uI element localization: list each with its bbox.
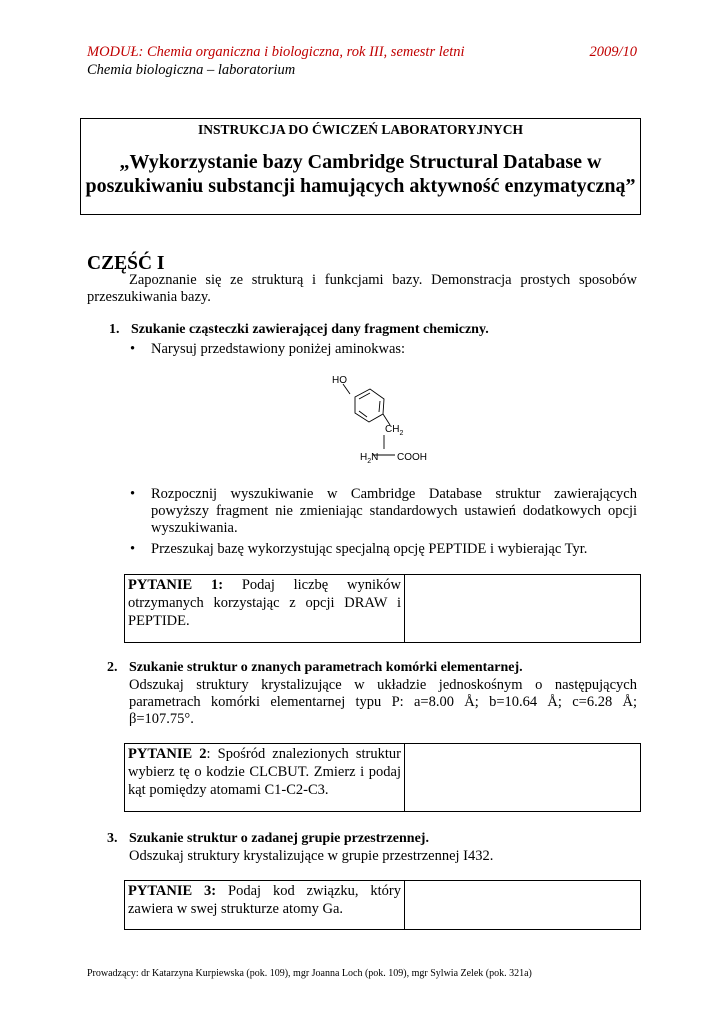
item1-bullet2	[130, 486, 637, 537]
question2-text	[125, 744, 405, 811]
question3-box	[124, 880, 641, 930]
h2n-label: $H_2N$	[360, 452, 379, 465]
instruction-heading: INSTRUKCJA DO ĆWICZEŃ LABORATORYJNYCH	[198, 122, 523, 137]
item2-heading	[107, 660, 523, 676]
item1-number: 1.	[109, 322, 120, 337]
item2-number: 2.	[107, 660, 118, 675]
item1-bullet3-text: Przeszukaj bazę wykorzystując specjalną opcję PEPTIDE i wybierając Tyr.	[151, 541, 588, 557]
question2-box	[124, 743, 641, 812]
cooh-label: COOH	[397, 452, 427, 463]
item3-heading-text: Szukanie struktur o zadanej grupie przestrzennej.	[129, 831, 429, 846]
footer-instructors: Prowadzący: dr Katarzyna Kurpiewska (pok. 109), mgr Joanna Loch (pok. 109), mgr Sylwia Zelek (pok. 321a)	[87, 968, 532, 979]
question2-body: : Spośród znalezionych struktur wybierz tę o kodzie CLCBUT. Zmierz i podaj kąt pomiędzy atomami C1-C2-C3.	[128, 746, 401, 798]
question1-label: PYTANIE 1:	[128, 577, 224, 593]
document-title	[81, 150, 640, 198]
title-line-2: poszukiwaniu substancji hamujących aktywność enzymatyczną”	[85, 175, 636, 197]
item1-heading	[109, 322, 489, 338]
header-module-text: MODUŁ: Chemia organiczna i biologiczna, rok III, semestr letni	[87, 44, 465, 60]
item3-text: Odszukaj struktury krystalizujące w grupie przestrzennej I432.	[129, 848, 494, 864]
part-intro: Zapoznanie się ze strukturą i funkcjami bazy. Demonstracja prostych sposobów przeszukiwania bazy.	[87, 272, 637, 305]
header-module	[87, 44, 637, 61]
item2-text: Odszukaj struktury krystalizujące w układzie jednoskośnym o następujących parametrach komórki elementarnej typu P: a=8.00 Å; b=10.64 Å; c=6.28 Å; β=107.75°.	[129, 677, 637, 727]
item1-bullet1-text: Narysuj przedstawiony poniżej aminokwas:	[151, 341, 406, 357]
question1-box	[124, 574, 641, 643]
title-line-1: „Wykorzystanie bazy Cambridge Structural Database w	[119, 151, 602, 173]
question3-body: Podaj kod związku, który zawiera w swej strukturze atomy Ga.	[128, 883, 401, 917]
ch2-label: $CH_2$	[385, 424, 404, 437]
item3-number: 3.	[107, 831, 118, 846]
header-year: 2009/10	[589, 44, 637, 60]
item1-bullet1	[130, 341, 637, 358]
item2-heading-text: Szukanie struktur o znanych parametrach komórki elementarnej.	[129, 660, 523, 675]
question1-body: Podaj liczbę wyników otrzymanych korzystając z opcji DRAW i PEPTIDE.	[128, 577, 401, 629]
title-box	[80, 118, 641, 215]
question1-text	[125, 575, 405, 642]
bullet-icon: •	[130, 341, 136, 357]
question3-text	[125, 881, 405, 929]
question3-label: PYTANIE 3:	[128, 883, 217, 899]
item1-heading-text: Szukanie cząsteczki zawierającej dany fragment chemiczny.	[131, 322, 489, 337]
header-course: Chemia biologiczna – laboratorium	[87, 62, 296, 78]
bullet-icon: •	[130, 541, 136, 557]
bullet-icon: •	[130, 486, 136, 502]
ho-label: HO	[332, 375, 347, 386]
part-heading: CZĘŚĆ I	[87, 253, 165, 274]
item3-heading	[107, 831, 429, 847]
item1-bullet3	[130, 541, 637, 558]
tyrosine-structure	[320, 366, 450, 466]
question2-label: PYTANIE 2	[128, 746, 207, 762]
item1-bullet2-text: Rozpocznij wyszukiwanie w Cambridge Database struktur zawierających powyższy fragment nie zmieniając standardowych ustawień dodatkowych opcji wyszukiwania.	[151, 486, 637, 536]
